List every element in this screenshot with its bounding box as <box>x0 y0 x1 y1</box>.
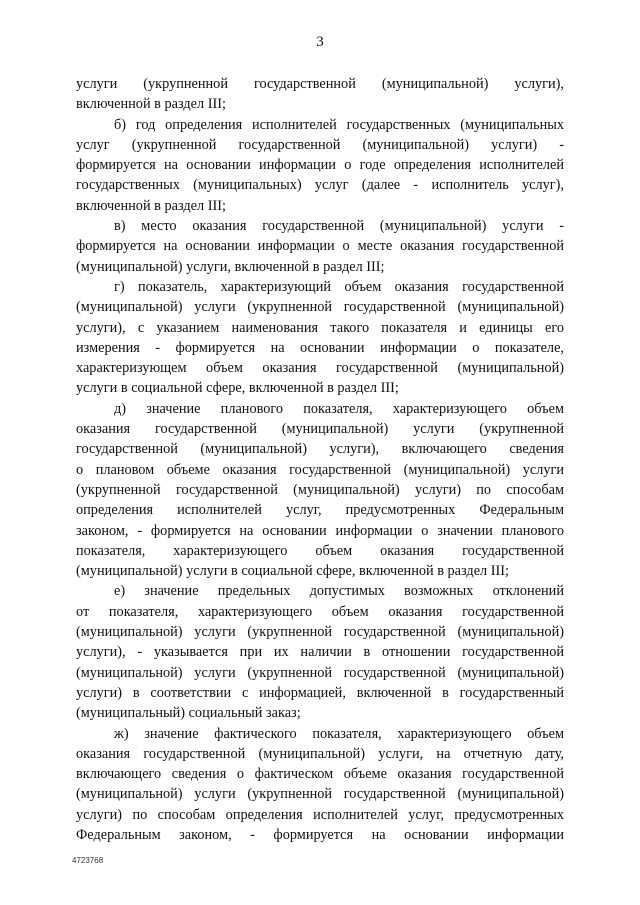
text-line: (муниципальной) услуги (укрупненной государственной (муниципальной) <box>76 664 564 681</box>
text-line: услуги), - указывается при их наличии в отношении государственной <box>76 644 564 661</box>
text-line: (муниципальной) услуги (укрупненной государственной (муниципальной) <box>76 786 564 803</box>
text-line: определения исполнителей услуг, предусмотренных Федеральным <box>76 502 564 519</box>
text-line: г) показатель, характеризующий объем оказания государственной <box>114 278 564 295</box>
text-line: оказания государственной (муниципальной) услуги (укрупненной <box>76 421 564 438</box>
text-line: оказания государственной (муниципальной) услуги, на отчетную дату, <box>76 745 564 762</box>
text-line: б) год определения исполнителей государственных (муниципальных <box>114 116 564 133</box>
text-line: государственных (муниципальных) услуг (далее - исполнитель услуг), <box>76 177 564 194</box>
text-line: в) место оказания государственной (муниципальной) услуги - <box>114 218 564 235</box>
text-line: формируется на основании информации о годе определения исполнителей <box>76 157 564 174</box>
text-line: от показателя, характеризующего объем оказания государственной <box>76 603 564 620</box>
text-line: Федеральным законом, - формируется на основании информации <box>76 826 564 843</box>
text-line: (муниципальной) услуги в социальной сфере, включенной в раздел III; <box>76 563 510 580</box>
text-line: ж) значение фактического показателя, характеризующего объем <box>114 725 564 742</box>
text-line: (муниципальной) услуги (укрупненной государственной (муниципальной) <box>76 624 564 641</box>
text-line: услуги (укрупненной государственной (муниципальной) услуги), <box>76 76 564 92</box>
text-line: включенной в раздел III; <box>76 197 226 214</box>
text-line: е) значение предельных допустимых возможных отклонений <box>114 583 564 600</box>
text-line: законом, - формируется на основании информации о значении планового <box>76 522 564 539</box>
paragraph <box>76 581 564 723</box>
text-line: измерения - формируется на основании информации о показателе, <box>76 339 564 356</box>
document-id: 4723768 <box>72 856 104 865</box>
text-line: (укрупненной государственной (муниципальной) услуги) по способам <box>76 481 564 498</box>
text-line: о плановом объеме оказания государственной (муниципальной) услуги <box>76 461 564 478</box>
text-line: услуги в социальной сфере, включенной в раздел III; <box>76 380 399 397</box>
text-line: государственной (муниципальной) услуги), включающего сведения <box>76 441 564 458</box>
paragraph <box>76 74 564 115</box>
text-line: (муниципальной) услуги, включенной в раздел III; <box>76 258 385 275</box>
text-line: (муниципальной) услуги (укрупненной государственной (муниципальной) <box>76 299 564 316</box>
paragraph <box>76 277 564 399</box>
text-line: формируется на основании информации о месте оказания государственной <box>76 238 564 255</box>
text-line: (муниципальный) социальный заказ; <box>76 705 301 722</box>
text-line: услуги) в соответствии с информацией, включенной в государственный <box>76 684 564 701</box>
text-line: услуги), с указанием наименования такого показателя и единицы его <box>76 319 564 336</box>
text-line: услуги) по способам определения исполнителей услуг, предусмотренных <box>76 806 564 823</box>
paragraph <box>76 724 564 846</box>
page-number: 3 <box>316 34 324 50</box>
text-line: характеризующем объем оказания государственной (муниципальной) <box>76 360 564 377</box>
paragraph <box>76 399 564 582</box>
paragraph <box>76 115 564 216</box>
paragraph <box>76 216 564 277</box>
text-line: д) значение планового показателя, характеризующего объем <box>114 400 564 417</box>
text-line: услуг (укрупненной государственной (муниципальной) услуги) - <box>76 136 564 153</box>
document-body <box>76 74 564 845</box>
text-line: включенной в раздел III; <box>76 96 226 113</box>
text-line: показателя, характеризующего объем оказания государственной <box>76 542 564 559</box>
text-line: включающего сведения о фактическом объеме оказания государственной <box>76 766 564 783</box>
